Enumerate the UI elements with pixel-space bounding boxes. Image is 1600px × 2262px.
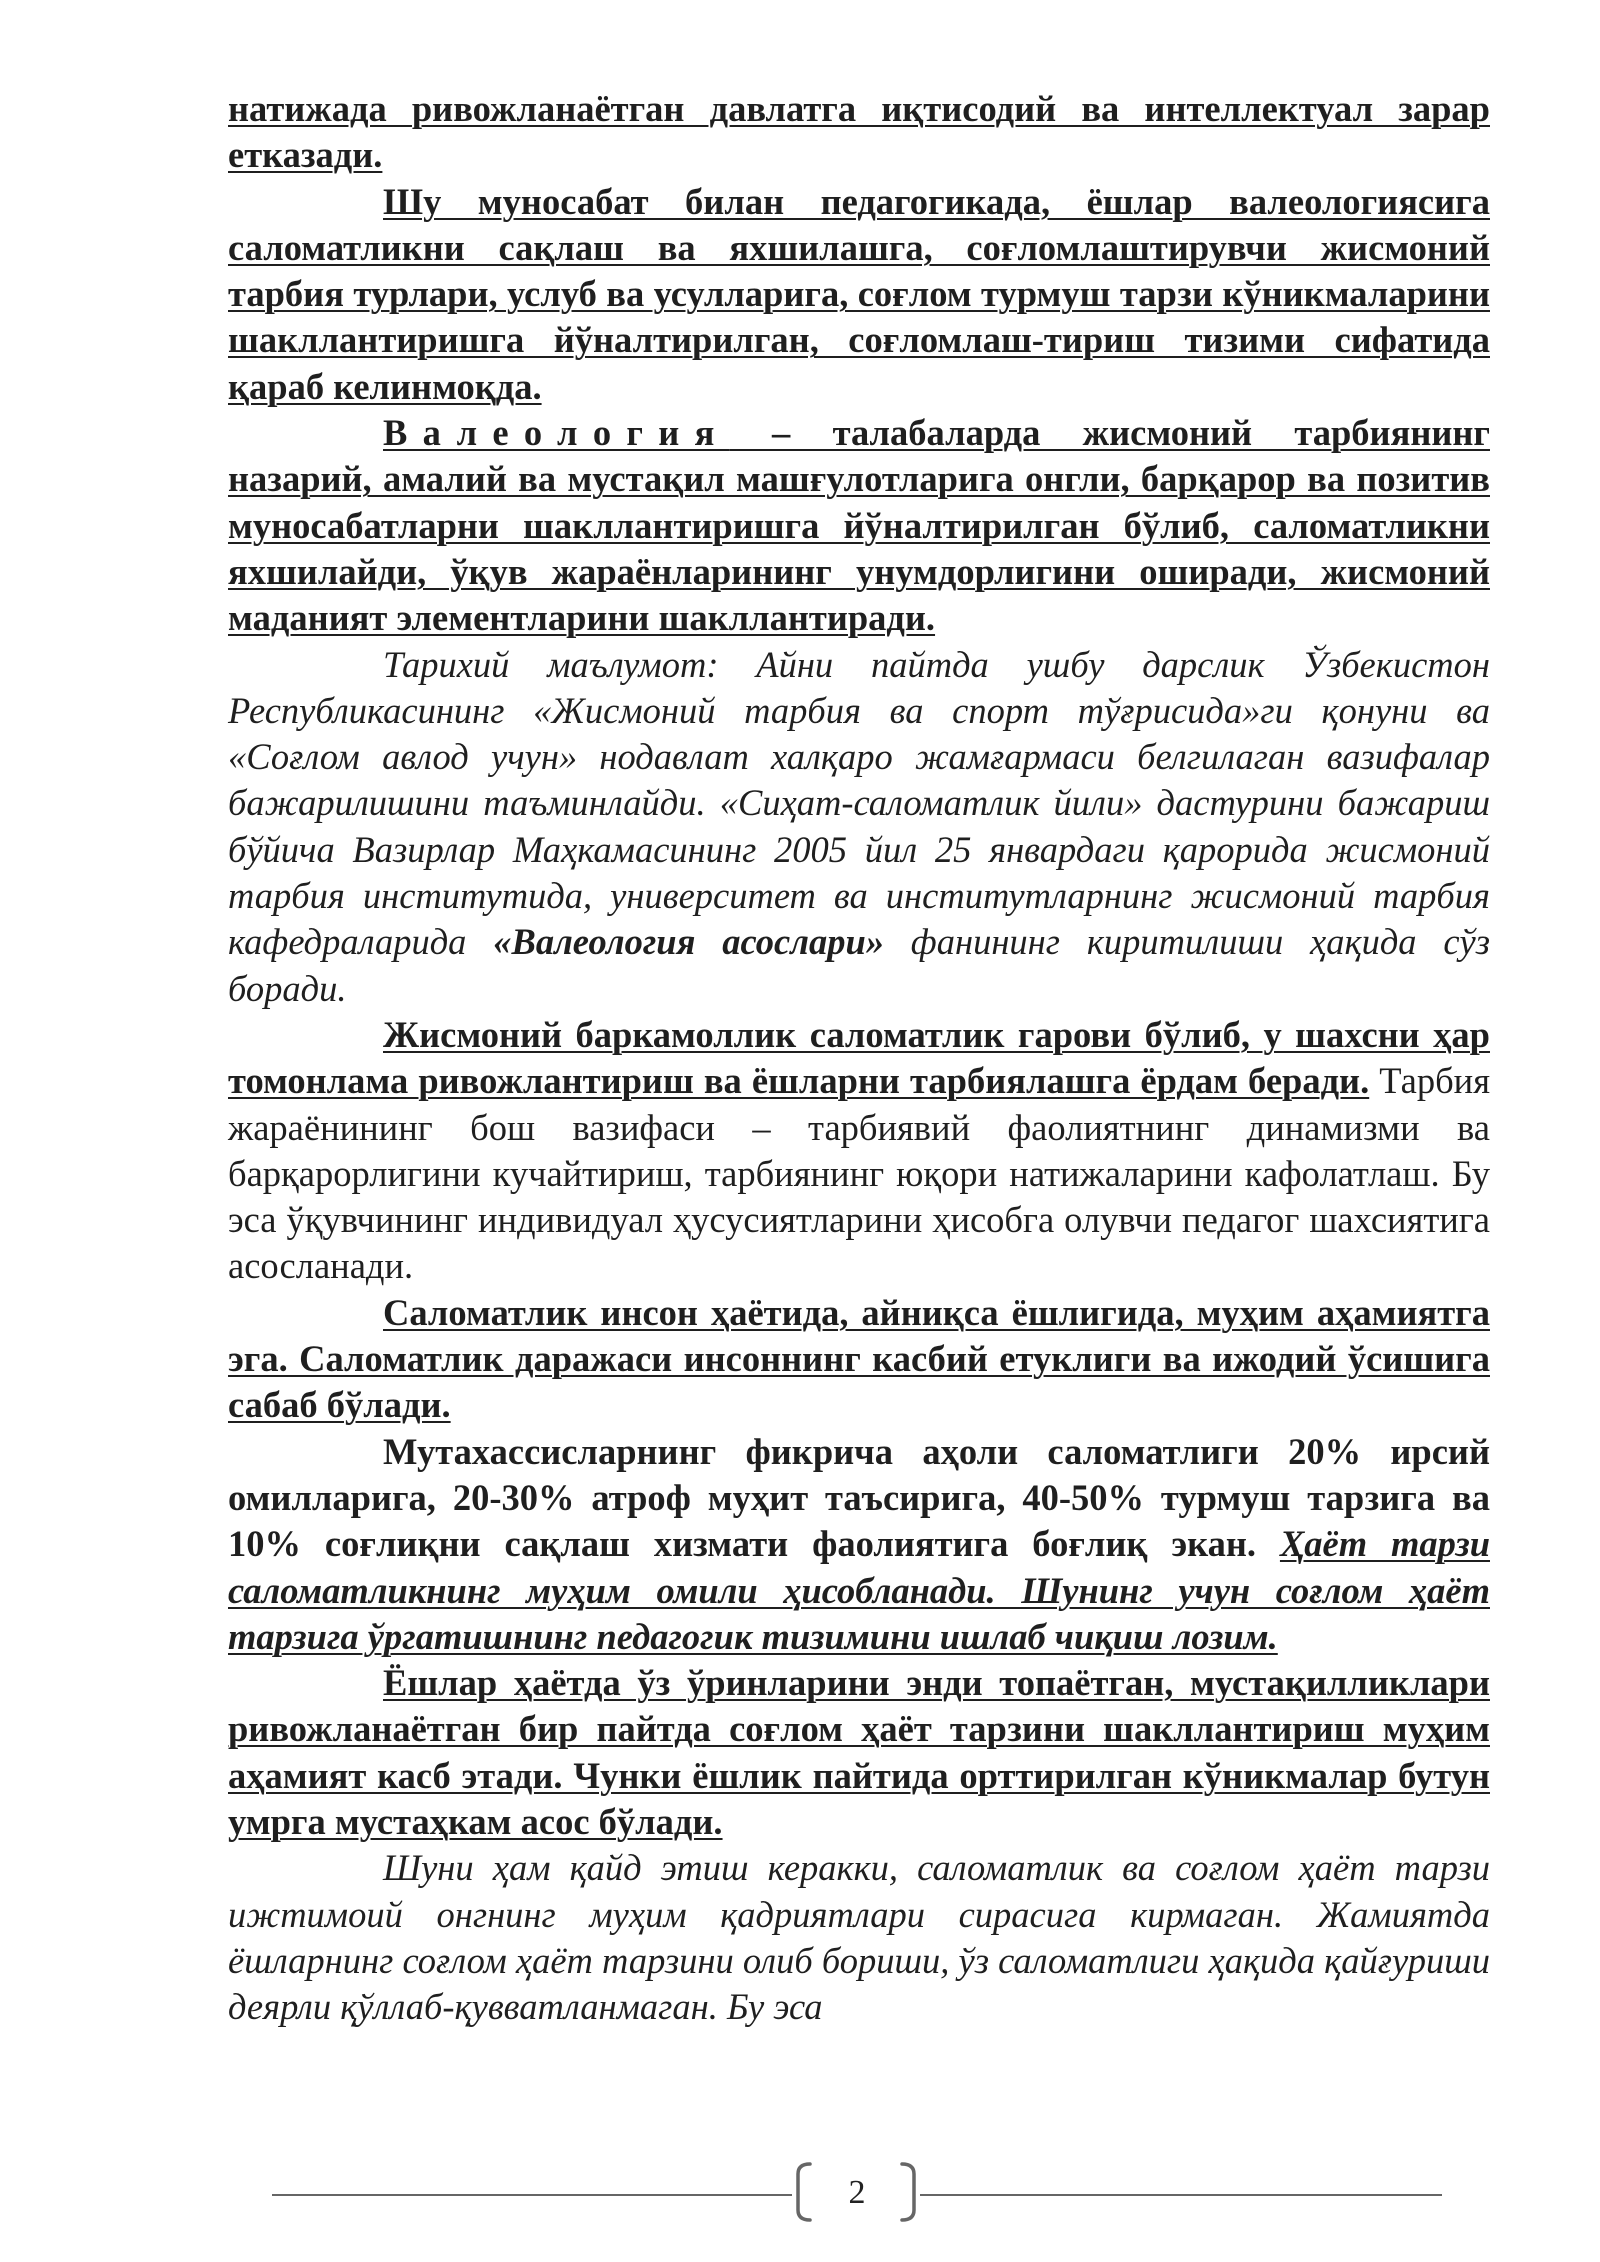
paragraph-text: Саломатлик инсон ҳаётида, айниқса ёшлигида, муҳим аҳамиятга эга. Саломатлик даражаси инсоннинг касбий етуклиги ва ижодий ўсишига сабаб бўлади. <box>228 1291 1490 1426</box>
right-bracket-icon <box>898 2162 920 2222</box>
paragraph-text: Ҳаёт тарзи саломатликнинг муҳим омили ҳисобланади. Шунинг учун соғлом ҳаёт тарзига ўргатишнинг педагогик тизимини ишлаб чиқиш лозим. <box>228 1523 1490 1657</box>
paragraph-text: Ёшлар ҳаётда ўз ўринларини энди топаётган, мустақилликлари ривожланаётган бир пайтда соғлом ҳаёт тарзини шакллантириш муҳим аҳамият касб этади. Чунки ёшлик пайтида орттирилган кўникмалар бутун умрга мустаҳкам асос бўлади. <box>228 1662 1490 1842</box>
footer-rule-left <box>272 2194 792 2196</box>
paragraph-text: Валеология <box>383 412 730 454</box>
paragraph-text: «Валеология асослари» <box>493 921 884 963</box>
page-number: 2 <box>848 2174 866 2211</box>
paragraph-text: натижада ривожланаётган давлатга иқтисодий ва интеллектуал зарар етказади. <box>228 88 1490 176</box>
footer-rule-right <box>920 2194 1442 2196</box>
paragraph-text: фанининг киритилиши ҳақида сўз боради. <box>228 921 1490 1009</box>
paragraph-text: Тарихий маълумот: Айни пайтда ушбу дарслик Ўзбекистон Республикасининг «Жисмоний тарбия ва спорт тўғрисида»ги қонуни ва «Соғлом авлод учун» нодавлат халқаро жамғармаси белгилаган вазифалар бажарилишини таъминлайди. «Сиҳат-саломатлик йили» дастурини бажариш бўйича Вазирлар Маҳкамасининг 2005 йил 25 январдаги қарорида жисмоний тарбия институтида, университет ва институтларнинг жисмоний тарбия кафедраларида <box>228 643 1490 963</box>
paragraph <box>228 1845 1490 2030</box>
paragraph <box>228 1290 1490 1429</box>
page-footer <box>272 2160 1442 2230</box>
paragraph-text: Шу муносабат билан педагогикада, ёшлар валеологиясига саломатликни сақлаш ва яхшилашга, соғломлаштирувчи жисмоний тарбия турлари, услуб ва усулларига, соғлом турмуш тарзи кўникмаларини шакллантиришга йўналтирилган, соғломлаш-тириш тизими сифатида қараб келинмоқда. <box>228 180 1490 407</box>
paragraph <box>228 1429 1490 1660</box>
paragraph <box>228 86 1490 179</box>
document-body <box>228 86 1490 2030</box>
left-bracket-icon <box>792 2162 814 2222</box>
paragraph-text: Мутахассисларнинг фикрича аҳоли саломатлиги 20% ирсий омилларига, 20-30% атроф муҳит таъсирига, 40-50% турмуш тарзига ва 10% соғлиқни сақлаш хизмати фаолиятига боғлиқ экан. <box>228 1430 1490 1565</box>
paragraph <box>228 410 1490 641</box>
paragraph-text: Жисмоний баркамоллик саломатлик гарови бўлиб, у шахсни ҳар томонлама ривожлантириш ва ёшларни тарбиялашга ёрдам беради. <box>228 1013 1490 1102</box>
paragraph <box>228 179 1490 410</box>
paragraph-text: Тарбия жараёнининг бош вазифаси – тарбиявий фаолиятнинг динамизми ва барқарорлигини кучайтириш, тарбиянинг юқори натижаларини кафолатлаш. Бу эса ўқувчининг индивидуал ҳусусиятларини ҳисобга олувчи педагог шахсиятига асосланади. <box>228 1060 1490 1287</box>
paragraph-text: – талабаларда жисмоний тарбиянинг назарий, амалий ва мустақил машғулотларига онгли, барқарор ва позитив муносабатларни шакллантиришга йўналтирилган бўлиб, саломатликни яхшилайди, ўқув жараёнларининг унумдорлигини оширади, жисмоний маданият элементларини шакллантиради. <box>228 412 1490 639</box>
paragraph <box>228 1012 1490 1290</box>
paragraph-text: Шуни ҳам қайд этиш керакки, саломатлик ва соғлом ҳаёт тарзи ижтимоий онгнинг муҳим қадриятлари сирасига кирмаган. Жамиятда ёшларнинг соғлом ҳаёт тарзини олиб бориши, ўз саломатлиги ҳақида қайғуриши деярли қўллаб-қувватланмаган. Бу эса <box>228 1847 1490 2028</box>
paragraph <box>228 642 1490 1012</box>
paragraph <box>228 1660 1490 1845</box>
